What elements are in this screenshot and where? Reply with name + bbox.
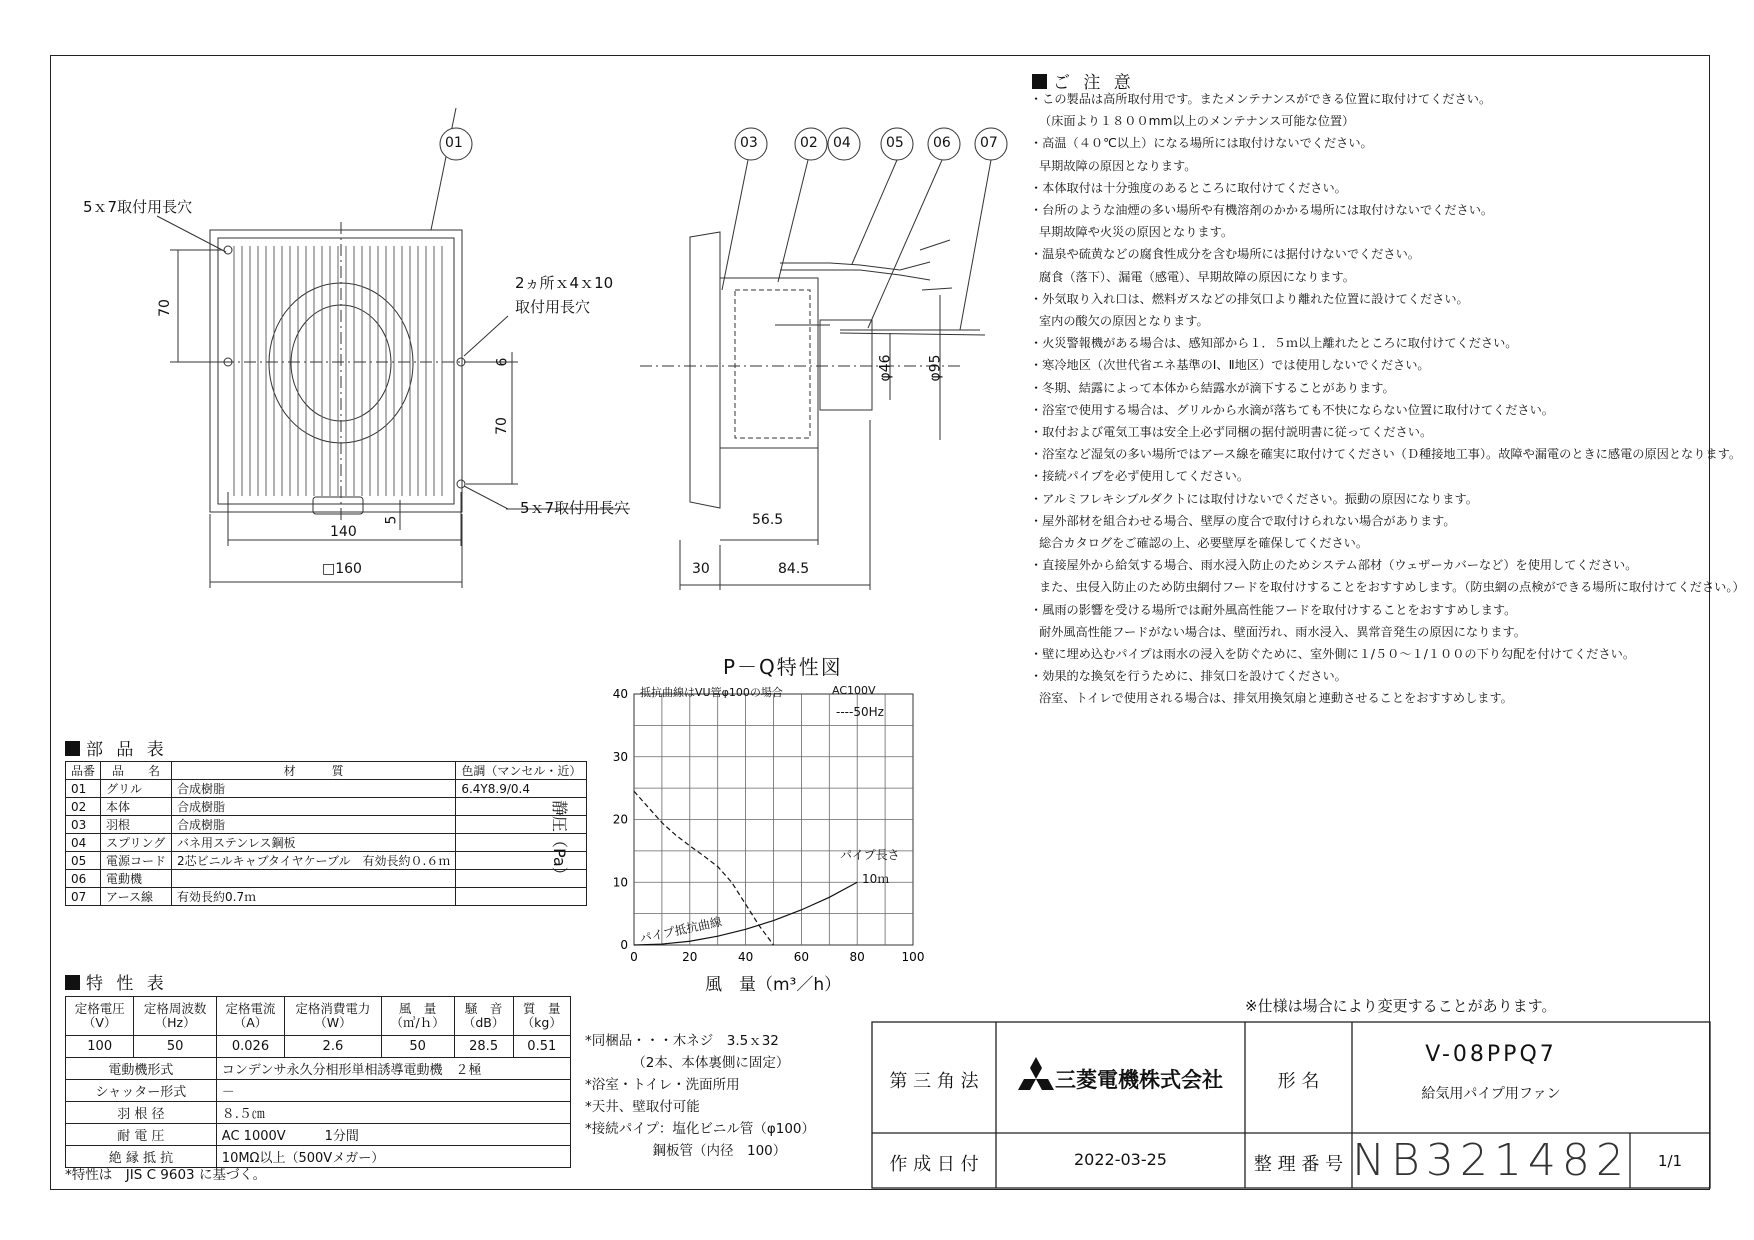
parts-row bbox=[66, 834, 587, 852]
chart-x-tick-label: 100 bbox=[901, 950, 925, 964]
spec-footnote: *特性は JIS C 9603 に基づく。 bbox=[65, 1167, 267, 1183]
note-line: ・外気取り入れ口は、燃料ガスなどの排気口より離れた位置に設けてください。 bbox=[1030, 291, 1469, 306]
notes-list bbox=[1030, 88, 1745, 710]
spec-header-cell: 定格電流 （A） bbox=[216, 997, 284, 1036]
note-line: 早期故障や火災の原因となります。 bbox=[1039, 225, 1234, 240]
parts-cell: 06 bbox=[66, 870, 101, 888]
accessory-line: 鋼板管（内径 100） bbox=[585, 1143, 787, 1159]
notes-title: ご 注 意 bbox=[1032, 68, 1135, 93]
note-line: ・冬期、結露によって本体から結露水が滴下することがあります。 bbox=[1030, 380, 1395, 395]
spec-row-value: コンデンサ永久分相形単相誘導電動機 ２極 bbox=[216, 1058, 570, 1080]
creation-date: 2022-03-25 bbox=[1074, 1150, 1167, 1169]
specs-title: 特 性 表 bbox=[65, 969, 168, 994]
note-line: ・本体取付は十分強度のあるところに取付けてください。 bbox=[1030, 180, 1347, 195]
note-line: ・浴室など湿気の多い場所ではアース線を確実に取付けてください（Ｄ種接地工事）。故障や漏電のときに感電の原因となります。 bbox=[1030, 447, 1742, 462]
note-line: ・この製品は高所取付用です。またメンテナンスができる位置に取付けてください。 bbox=[1030, 92, 1492, 106]
dim-phi46: φ46 bbox=[877, 354, 894, 382]
spec-row-label: 羽 根 径 bbox=[66, 1102, 217, 1124]
parts-cell: 03 bbox=[66, 816, 101, 834]
note-line: ・壁に埋め込むパイプは雨水の浸入を防ぐために、室外側に１/５０～１/１００の下り勾配を付けてください。 bbox=[1030, 647, 1636, 662]
parts-cell: 有効長約0.7ｍ bbox=[172, 888, 456, 906]
spec-value-cell: 50 bbox=[381, 1036, 454, 1058]
parts-cell bbox=[456, 852, 587, 870]
chart-title: P－Q特性図 bbox=[723, 655, 843, 679]
spec-value-cell: 0.51 bbox=[513, 1036, 570, 1058]
company-name: 三菱電機株式会社 bbox=[1055, 1068, 1223, 1092]
chart-x-tick-label: 20 bbox=[682, 950, 698, 964]
model-number: V-08PPQ7 bbox=[1425, 1042, 1557, 1067]
chart-note-right: AC100V bbox=[832, 684, 876, 697]
parts-table bbox=[65, 761, 587, 906]
parts-cell: 07 bbox=[66, 888, 101, 906]
spec-value-cell: 0.026 bbox=[216, 1036, 284, 1058]
holes-label-1: 2ヵ所ｘ4ｘ10 bbox=[515, 274, 614, 292]
parts-row bbox=[66, 852, 587, 870]
slot-label-top: 5ｘ7取付用長穴 bbox=[83, 198, 193, 216]
parts-header-cell: 材 質 bbox=[172, 762, 456, 780]
part-tag-01: 01 bbox=[445, 135, 463, 151]
spec-header-cell: 定格周波数 （Hz） bbox=[134, 997, 216, 1036]
note-line: 総合カタログをご確認の上、必要壁厚を確保してください。 bbox=[1039, 536, 1369, 551]
spec-header-cell: 質 量 （kg） bbox=[513, 997, 570, 1036]
parts-cell: 羽根 bbox=[101, 816, 172, 834]
note-line: ・屋外部材を組合わせる場合、壁厚の度合で取付けられない場合があります。 bbox=[1030, 513, 1456, 528]
spec-value-cell: 100 bbox=[66, 1036, 134, 1058]
note-line: ・台所のような油煙の多い場所や有機溶剤のかかる場所には取付けないでください。 bbox=[1030, 203, 1494, 218]
note-line: ・直接屋外から給気する場合、雨水浸入防止のためシステム部材（ウェザーカバーなど）を使用してください。 bbox=[1030, 558, 1638, 573]
parts-cell: 05 bbox=[66, 852, 101, 870]
part-tag-07: 07 bbox=[980, 135, 998, 151]
dim-140: 140 bbox=[330, 524, 357, 540]
note-line: ・効果的な換気を行うために、排気口を設けてください。 bbox=[1030, 669, 1347, 684]
part-tag-04: 04 bbox=[833, 135, 851, 151]
parts-cell bbox=[456, 834, 587, 852]
parts-title: 部 品 表 bbox=[65, 735, 168, 760]
number-label: 整 理 番 号 bbox=[1253, 1154, 1344, 1175]
parts-cell: 電源コード bbox=[101, 852, 172, 870]
parts-cell: 本体 bbox=[101, 798, 172, 816]
sheet-number: 1/1 bbox=[1657, 1152, 1683, 1170]
chart-xlabel: 風 量（m³／h） bbox=[705, 975, 842, 995]
dim-84-5: 84.5 bbox=[778, 561, 810, 577]
spec-header-cell: 風 量 （㎥/ｈ） bbox=[381, 997, 454, 1036]
note-line: ・取付および電気工事は安全上必ず同梱の据付説明書に従ってください。 bbox=[1030, 425, 1433, 440]
parts-row bbox=[66, 816, 587, 834]
slot-label-bottom: 5ｘ7取付用長穴 bbox=[520, 499, 630, 517]
note-line: 耐外風高性能フードがない場合は、壁面汚れ、雨水浸入、異常音発生の原因になります。 bbox=[1039, 624, 1526, 639]
note-line: （床面より１８００mm以上のメンテナンス可能な位置） bbox=[1039, 114, 1355, 129]
note-line: ・アルミフレキシブルダクトには取付けないでください。振動の原因になります。 bbox=[1030, 491, 1478, 506]
chart-annotation-10m: 10ｍ bbox=[862, 872, 890, 886]
parts-header-cell: 品 名 bbox=[101, 762, 172, 780]
document-number: NB321482 bbox=[1352, 1135, 1630, 1186]
chart-x-tick-label: 0 bbox=[630, 950, 638, 964]
parts-cell: 電動機 bbox=[101, 870, 172, 888]
parts-cell: 2芯ビニルキャブタイヤケーブル 有効長約０.６ｍ bbox=[172, 852, 456, 870]
parts-cell bbox=[456, 870, 587, 888]
parts-cell: 合成樹脂 bbox=[172, 780, 456, 798]
chart-y-tick-label: 30 bbox=[612, 749, 628, 764]
dim-56-5: 56.5 bbox=[752, 512, 784, 528]
accessory-line: *同梱品・・・木ネジ 3.5ｘ32 bbox=[585, 1033, 779, 1049]
spec-header-cell: 定格消費電力 （W） bbox=[285, 997, 381, 1036]
parts-cell: スプリング bbox=[101, 834, 172, 852]
spec-row-value: 10MΩ以上（500Vメガー） bbox=[216, 1146, 570, 1168]
pq-chart bbox=[613, 687, 925, 964]
parts-cell bbox=[456, 888, 587, 906]
note-line: ・温泉や硫黄などの腐食性成分を含む場所には据付けないでください。 bbox=[1030, 247, 1420, 262]
note-line: ・浴室で使用する場合は、グリルから水滴が落ちても不快にならない位置に取付けてください。 bbox=[1030, 402, 1554, 417]
chart-legend: ----50Hz bbox=[836, 705, 884, 719]
accessories-list bbox=[585, 1030, 815, 1162]
accessory-line: （2本、本体裏側に固定） bbox=[585, 1055, 790, 1071]
part-tag-02: 02 bbox=[800, 135, 818, 151]
parts-row bbox=[66, 780, 587, 798]
note-line: ・高温（４０℃以上）になる場所には取付けないでください。 bbox=[1030, 136, 1373, 151]
dim-70-right: 70 bbox=[493, 417, 510, 435]
front-outline bbox=[210, 230, 462, 512]
spec-value-cell: 50 bbox=[134, 1036, 216, 1058]
part-tag-06: 06 bbox=[933, 135, 951, 151]
model-label: 形 名 bbox=[1277, 1071, 1320, 1092]
note-line: ・火災警報機がある場合は、感知部から１．５ｍ以上離れたところに取付けてください。 bbox=[1030, 336, 1518, 351]
chart-x-tick-label: 80 bbox=[849, 950, 865, 964]
parts-cell: 04 bbox=[66, 834, 101, 852]
accessory-line: *浴室・トイレ・洗面所用 bbox=[585, 1077, 740, 1093]
parts-cell: 01 bbox=[66, 780, 101, 798]
chart-x-tick-label: 40 bbox=[737, 950, 754, 964]
dim-5: 5 bbox=[383, 515, 400, 525]
note-line: ・風雨の影響を受ける場所では耐外風高性能フードを取付けすることをおすすめします。 bbox=[1030, 602, 1517, 617]
spec-change-note: ※仕様は場合により変更することがあります。 bbox=[1245, 997, 1557, 1015]
spec-header-cell: 騒 音 （dB） bbox=[454, 997, 513, 1036]
side-grille bbox=[690, 232, 720, 508]
parts-cell: アース線 bbox=[101, 888, 172, 906]
accessory-line: *接続パイプ：塩化ビニル管（φ100） bbox=[585, 1121, 816, 1137]
parts-row bbox=[66, 888, 587, 906]
note-line: 室内の酸欠の原因となります。 bbox=[1039, 314, 1209, 329]
parts-cell: 6.4Y8.9/0.4 bbox=[456, 780, 587, 798]
parts-cell: 合成樹脂 bbox=[172, 816, 456, 834]
dim-30: 30 bbox=[692, 561, 710, 577]
spec-table bbox=[65, 996, 571, 1168]
holes-label-2: 取付用長穴 bbox=[515, 298, 591, 316]
spec-header-cell: 定格電圧 （V） bbox=[66, 997, 134, 1036]
parts-cell: グリル bbox=[101, 780, 172, 798]
parts-cell: 02 bbox=[66, 798, 101, 816]
note-line: また、虫侵入防止のため防虫網付フードを取付けすることをおすすめします。（防虫網の点検ができる場所に取付けてください。） bbox=[1039, 580, 1745, 595]
chart-series-label-pipe: パイプ抵抗曲線 bbox=[638, 914, 724, 946]
chart-y-tick-label: 20 bbox=[612, 812, 628, 827]
spec-row-value: ８.５㎝ bbox=[216, 1102, 570, 1124]
chart-y-tick-label: 10 bbox=[612, 875, 628, 890]
parts-row bbox=[66, 798, 587, 816]
chart-annotation-pipe-length: パイプ長さ bbox=[840, 848, 900, 862]
chart-ylabel: 静圧（Pa） bbox=[550, 800, 569, 883]
dim-70-left: 70 bbox=[156, 299, 173, 317]
note-line: ・接続パイプを必ず使用してください。 bbox=[1030, 469, 1250, 484]
dim-phi95: φ95 bbox=[927, 354, 944, 382]
product-name: 給気用パイプ用ファン bbox=[1421, 1086, 1561, 1102]
date-label: 作 成 日 付 bbox=[889, 1154, 979, 1175]
parts-cell: 合成樹脂 bbox=[172, 798, 456, 816]
parts-cell bbox=[172, 870, 456, 888]
projection-method: 第 三 角 法 bbox=[889, 1071, 979, 1092]
spec-value-cell: 28.5 bbox=[454, 1036, 513, 1058]
chart-y-tick-label: 0 bbox=[620, 938, 628, 952]
chart-y-tick-label: 40 bbox=[612, 687, 628, 701]
parts-header-cell: 色調（マンセル・近） bbox=[456, 762, 587, 780]
parts-cell: バネ用ステンレス鋼板 bbox=[172, 834, 456, 852]
spec-value-cell: 2.6 bbox=[285, 1036, 381, 1058]
dim-160: □160 bbox=[322, 561, 362, 577]
parts-cell bbox=[456, 816, 587, 834]
parts-row bbox=[66, 870, 587, 888]
chart-x-tick-label: 60 bbox=[793, 950, 810, 964]
part-tag-03: 03 bbox=[740, 135, 758, 151]
note-line: 早期故障の原因となります。 bbox=[1039, 158, 1197, 173]
parts-header-cell: 品番 bbox=[66, 762, 101, 780]
spec-row-value: － bbox=[216, 1080, 570, 1102]
note-line: 浴室、トイレで使用される場合は、排気用換気扇と連動させることをおすすめします。 bbox=[1039, 691, 1513, 706]
spec-row-label: 電動機形式 bbox=[66, 1058, 217, 1080]
spec-row-value: AC 1000V 1分間 bbox=[216, 1124, 570, 1146]
part-tag-05: 05 bbox=[886, 135, 904, 151]
spec-row-label: 絶 縁 抵 抗 bbox=[66, 1146, 217, 1168]
note-line: ・寒冷地区（次世代省エネ基準のⅠ、Ⅱ地区）では使用しないでください。 bbox=[1030, 358, 1430, 373]
note-line: 腐食（落下）、漏電（感電）、早期故障の原因になります。 bbox=[1039, 269, 1355, 284]
accessory-line: *天井、壁取付可能 bbox=[585, 1099, 700, 1115]
spec-row-label: シャッター形式 bbox=[66, 1080, 217, 1102]
spec-row-label: 耐 電 圧 bbox=[66, 1124, 217, 1146]
dim-6: 6 bbox=[494, 357, 511, 367]
chart-note-left: 抵抗曲線はVU管φ100の場合 bbox=[640, 686, 783, 699]
parts-cell bbox=[456, 798, 587, 816]
